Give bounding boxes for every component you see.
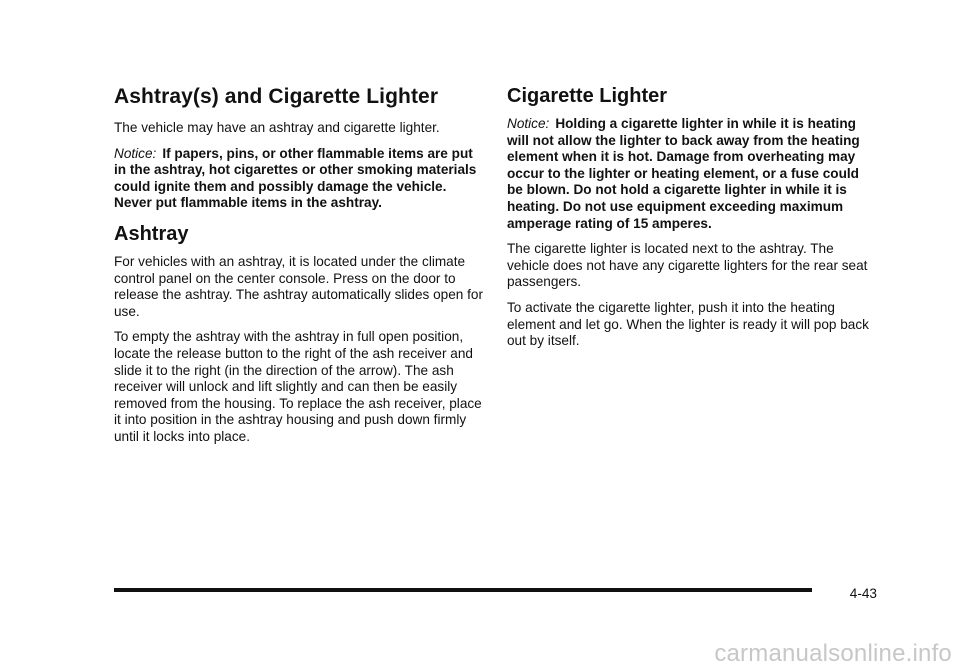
- ashtray-paragraph-location: For vehicles with an ashtray, it is located under the climate control panel on the center console. Press on the door to release the ashtray. The ashtray automatically slides open for use.: [114, 253, 483, 319]
- watermark: carmanualsonline.info: [714, 640, 952, 667]
- right-column: [507, 84, 877, 359]
- left-column: [114, 84, 484, 455]
- lighter-paragraph-activate: To activate the cigarette lighter, push it into the heating element and let go. When the lighter is ready it will pop back out by itself.: [507, 299, 869, 349]
- section-title-ashtray-and-lighter: Ashtray(s) and Cigarette Lighter: [114, 85, 439, 108]
- footer-rule: [114, 588, 812, 592]
- lighter-paragraph-location: The cigarette lighter is located next to the ashtray. The vehicle does not have any cigarette lighters for the rear seat passengers.: [507, 241, 868, 290]
- notice-text: Holding a cigarette lighter in while it is heating will not allow the lighter to back away from the heating element when it is hot. Damage from overheating may occur to the lighter or heating element, or a fuse could be blown. Do not hold a cigarette lighter in while it is heating. Do not use equipment exceeding maximum amperage rating of 15 amperes.: [507, 116, 860, 231]
- notice-label: Notice:: [507, 116, 550, 131]
- subsection-title-ashtray: Ashtray: [114, 222, 189, 245]
- section-title-cigarette-lighter: Cigarette Lighter: [507, 85, 668, 107]
- page-number: 4-43: [849, 586, 877, 601]
- notice-label: Notice:: [114, 145, 157, 161]
- intro-paragraph: The vehicle may have an ashtray and cigarette lighter.: [114, 120, 440, 135]
- ashtray-paragraph-empty: To empty the ashtray with the ashtray in full open position, locate the release button to the right of the ash receiver and slide it to the right (in the direction of the arrow). The ash receiver will unlock and lift slightly and can then be easily removed from the housing. To replace the ash receiver, place it into position in the ashtray housing and push down firmly until it locks into place.: [114, 329, 482, 444]
- notice-paragraph-lighter: [507, 116, 877, 232]
- notice-paragraph-ashtray: [114, 146, 484, 212]
- notice-text: If papers, pins, or other flammable items are put in the ashtray, hot cigarettes or other smoking materials could ignite them and possibly damage the vehicle. Never put flammable items in the ashtray.: [114, 145, 477, 211]
